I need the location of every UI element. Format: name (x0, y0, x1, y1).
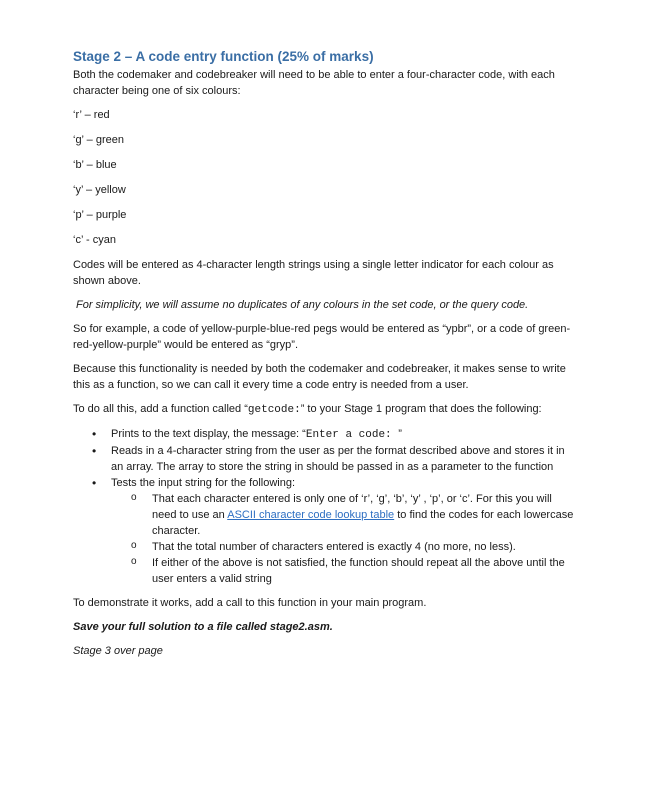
next-stage-note: Stage 3 over page (73, 645, 163, 657)
example-paragraph: So for example, a code of yellow-purple-blue-red pegs would be entered as “ypbr”, or a code of green-red-yellow-purple” would be entered as “gryp”. (73, 323, 571, 351)
colour-item-red: ‘r’ – red (73, 109, 110, 121)
list-item (73, 426, 578, 443)
codes-paragraph: Codes will be entered as 4-character length strings using a single letter indicator for each colour as shown above. (73, 259, 554, 287)
intro-paragraph: Both the codemaker and codebreaker will need to be able to enter a four-character code, with each character being one of six colours: (73, 69, 555, 97)
list-item (73, 475, 578, 587)
sub1-text-after: to find the codes for each lowercase character. (152, 509, 574, 537)
requirements-list (73, 426, 578, 587)
sub-list-item: o That the total number of characters entered is exactly 4 (no more, no less). (111, 539, 578, 555)
document-page (73, 48, 578, 667)
bullet3-text: Tests the input string for the following: (111, 477, 296, 489)
colour-item-blue: ‘b’ – blue (73, 159, 117, 171)
sub1-text-before: That each character entered is only one of ‘r’, ‘g’, ‘b’, ‘y’ , ‘p’, or ‘c’. For this you will need to use an (152, 493, 552, 521)
bullet1-text-after: ” (398, 428, 402, 440)
sub-list-item: o If either of the above is not satisfied, the function should repeat all the above until the user enters a valid string (111, 555, 578, 587)
simplicity-note: For simplicity, we will assume no duplicates of any colours in the set code, or the query code. (76, 299, 529, 311)
function-paragraph: Because this functionality is needed by both the codemaker and codebreaker, it makes sense to write this as a function, so we can call it every time a code entry is needed from a user. (73, 363, 566, 391)
todo-text-before: To do all this, add a function called “ (73, 403, 248, 415)
test-sublist (111, 491, 578, 587)
colour-item-purple: ‘p’ – purple (73, 209, 127, 221)
prompt-message-code: Enter a code: (305, 429, 399, 441)
save-instruction: Save your full solution to a file called stage2.asm. (73, 621, 333, 633)
colour-list (73, 107, 578, 248)
colour-item-cyan: ‘c’ - cyan (73, 234, 116, 246)
function-name-code: getcode: (247, 404, 301, 416)
ascii-table-link[interactable]: ASCII character code lookup table (227, 509, 395, 521)
todo-text-after: ” to your Stage 1 program that does the following: (300, 403, 542, 415)
todo-paragraph (73, 401, 578, 418)
bullet1-text-before: Prints to the text display, the message: “ (111, 428, 306, 440)
demo-paragraph: To demonstrate it works, add a call to this function in your main program. (73, 597, 427, 609)
colour-item-green: ‘g’ – green (73, 134, 124, 146)
sub-list-item (111, 491, 578, 539)
section-heading: Stage 2 – A code entry function (25% of marks) (73, 49, 374, 64)
list-item: • Reads in a 4-character string from the user as per the format described above and stores it in an array. The array to store the string in should be passed in as a parameter to the function (73, 443, 578, 475)
colour-item-yellow: ‘y’ – yellow (73, 184, 126, 196)
